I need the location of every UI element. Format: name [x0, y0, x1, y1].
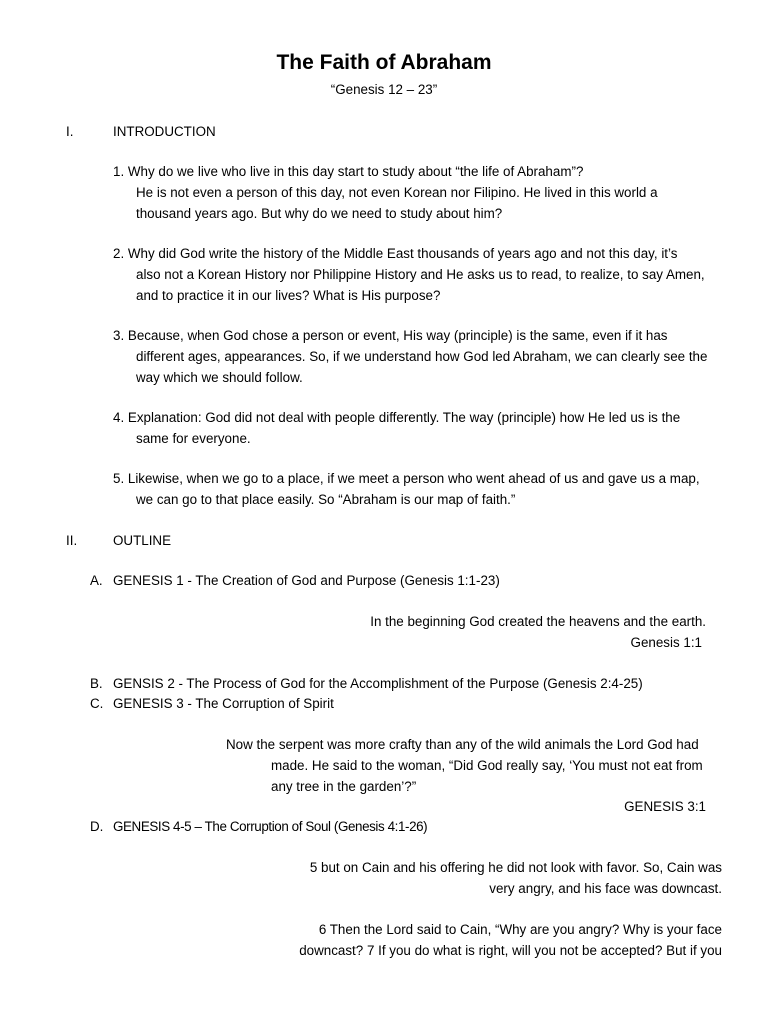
intro-item-line: and to practice it in our lives? What is His purpose? [136, 288, 441, 303]
outline-item-text: GENSIS 2 - The Process of God for the Accomplishment of the Purpose (Genesis 2:4-25) [113, 676, 643, 691]
intro-item-line: 5. Likewise, when we go to a place, if we meet a person who went ahead of us and gave us a map, [113, 471, 700, 486]
intro-item-line: 1. Why do we live who live in this day start to study about “the life of Abraham”? [113, 164, 584, 179]
intro-item-line: way which we should follow. [136, 370, 303, 385]
intro-item-line: thousand years ago. But why do we need to study about him? [136, 206, 503, 221]
intro-item-line: He is not even a person of this day, not even Korean nor Filipino. He lived in this world a [136, 185, 658, 200]
section-heading-outline: OUTLINE [113, 533, 172, 548]
scripture-quote-line: very angry, and his face was downcast. [489, 881, 722, 896]
scripture-reference: Genesis 1:1 [630, 635, 702, 650]
intro-item-line: same for everyone. [136, 431, 251, 446]
outline-item-letter: D. [90, 819, 104, 834]
scripture-quote-line: any tree in the garden’?” [271, 779, 417, 794]
intro-item-line: 3. Because, when God chose a person or event, His way (principle) is the same, even if it has [113, 328, 668, 343]
intro-item-line: 4. Explanation: God did not deal with people differently. The way (principle) how He led us is the [113, 410, 681, 425]
outline-item-letter: A. [90, 573, 103, 588]
page-title: The Faith of Abraham [276, 51, 492, 74]
outline-item-text: GENESIS 3 - The Corruption of Spirit [113, 696, 334, 711]
intro-item-line: also not a Korean History nor Philippine History and He asks us to read, to realize, to say Amen, [136, 267, 705, 282]
section-numeral: I. [66, 124, 74, 139]
scripture-quote-line: made. He said to the woman, “Did God really say, ‘You must not eat from [271, 758, 703, 773]
outline-item-text: GENESIS 4-5 – The Corruption of Soul (Genesis 4:1-26) [113, 819, 428, 834]
outline-item-letter: C. [90, 696, 104, 711]
intro-item-line: we can go to that place easily. So “Abraham is our map of faith.” [136, 492, 516, 507]
section-numeral: II. [66, 533, 78, 548]
section-heading-introduction: INTRODUCTION [113, 124, 216, 139]
scripture-quote-line: In the beginning God created the heavens and the earth. [370, 614, 706, 629]
outline-item-text: GENESIS 1 - The Creation of God and Purpose (Genesis 1:1-23) [113, 573, 500, 588]
intro-item-line: different ages, appearances. So, if we understand how God led Abraham, we can clearly see the [136, 349, 708, 364]
scripture-quote-line: Now the serpent was more crafty than any of the wild animals the Lord God had [226, 737, 699, 752]
page-subtitle: “Genesis 12 – 23” [330, 82, 438, 97]
scripture-reference: GENESIS 3:1 [624, 799, 706, 814]
scripture-quote-line: 6 Then the Lord said to Cain, “Why are you angry? Why is your face [318, 922, 722, 937]
scripture-quote-line: 5 but on Cain and his offering he did not look with favor. So, Cain was [309, 860, 722, 875]
intro-item-line: 2. Why did God write the history of the Middle East thousands of years ago and not this day, it’s [113, 246, 678, 261]
outline-item-letter: B. [90, 676, 103, 691]
scripture-quote-line: downcast? 7 If you do what is right, will you not be accepted? But if you [299, 943, 722, 958]
